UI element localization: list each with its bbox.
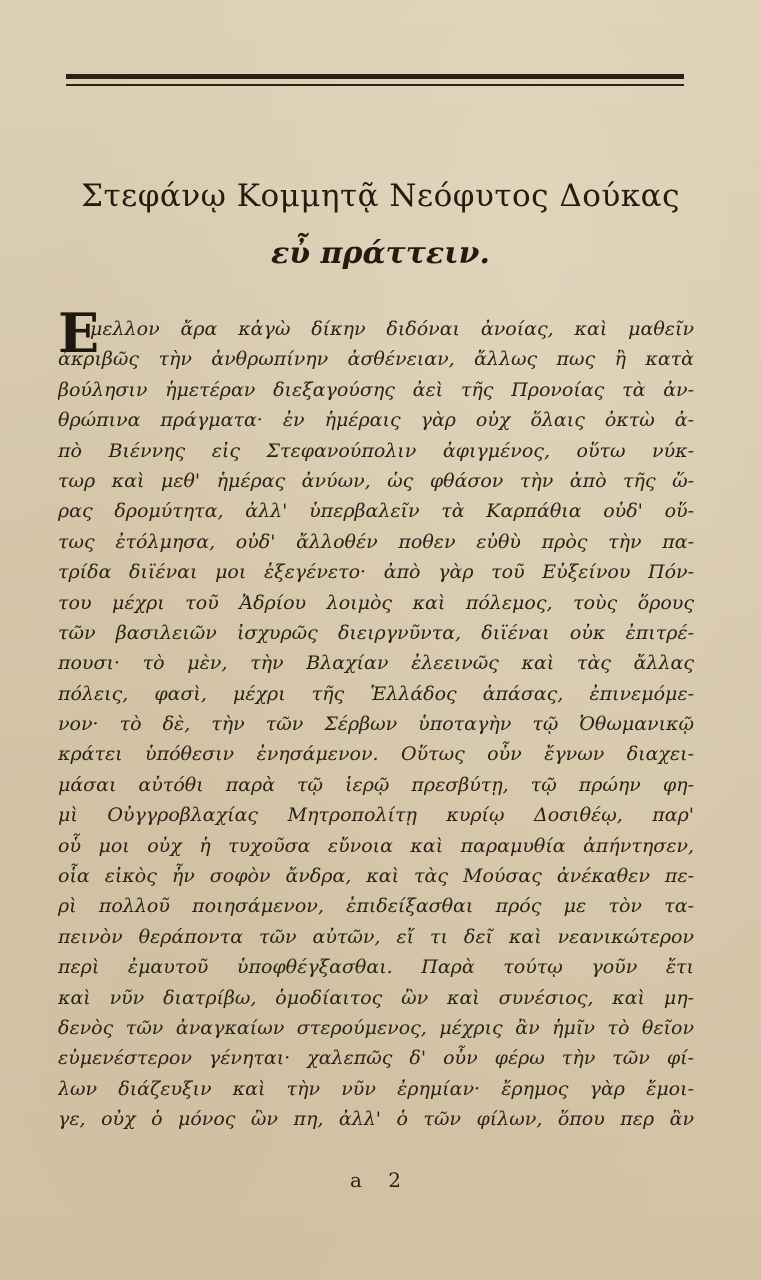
header-rule-thin — [66, 84, 684, 86]
text-line: πεινὸν θεράποντα τῶν αὐτῶν, εἴ τι δεῖ καὶ νεανικώτερον — [58, 925, 694, 948]
text-line: πουσι· τὸ μὲν, τὴν Βλαχίαν ἐλεεινῶς καὶ τὰς ἄλλας — [58, 652, 694, 675]
text-line: εὐμενέστερον γένηται· χαλεπῶς δ' οὖν φέρω τὴν τῶν φί- — [58, 1047, 694, 1070]
text-line: πόλεις, φασὶ, μέχρι τῆς Ἑλλάδος ἁπάσας, ἐπινεμόμε- — [58, 682, 694, 705]
text-line: ἀκριβῶς τὴν ἀνθρωπίνην ἀσθένειαν, ἄλλως πως ἢ κατὰ — [58, 348, 694, 371]
text-line: βούλησιν ἡμετέραν διεξαγούσης ἀεὶ τῆς Προνοίας τὰ ἀν- — [58, 378, 694, 401]
text-line: τῶν βασιλειῶν ἰσχυρῶς διειργνῦντα, διϊέναι οὐκ ἐπιτρέ- — [58, 621, 694, 644]
text-line: γε, οὐχ ὁ μόνος ὢν πη, ἀλλ' ὁ τῶν φίλων, ὅπου περ ἂν — [58, 1108, 694, 1131]
page-signature: a 2 — [349, 1168, 411, 1192]
text-line: τως ἐτόλμησα, οὐδ' ἄλλοθέν ποθεν εὐθὺ πρὸς τὴν πα- — [58, 530, 694, 553]
text-line: καὶ νῦν διατρίβω, ὁμοδίαιτος ὢν καὶ συνέσιος, καὶ μη- — [58, 986, 694, 1009]
letter-body — [58, 314, 694, 1135]
drop-cap: E — [58, 301, 100, 365]
text-line: οὗ μοι οὐχ ἡ τυχοῦσα εὔνοια καὶ παραμυθία ἀπήντησεν, — [58, 834, 694, 857]
text-line: μάσαι αὐτόθι παρὰ τῷ ἱερῷ πρεσβύτῃ, τῷ πρώην φη- — [58, 773, 694, 796]
text-line: ρὶ πολλοῦ ποιησάμενον, ἐπιδείξασθαι πρός με τὸν τα- — [58, 895, 694, 918]
text-line: θρώπινα πράγματα· ἐν ἡμέραις γὰρ οὐχ ὅλαις ὀκτὼ ἀ- — [58, 409, 694, 432]
text-line: μελλον ἄρα κἀγὼ δίκην διδόναι ἀνοίας, καὶ μαθεῖν — [90, 318, 694, 340]
text-line: του μέχρι τοῦ Ἀδρίου λοιμὸς καὶ πόλεμος, τοὺς ὅρους — [58, 591, 694, 614]
letter-heading: Στεφάνῳ Κομμητᾷ Νεόφυτος Δούκας — [81, 178, 680, 214]
text-line: περὶ ἐμαυτοῦ ὑποφθέγξασθαι. Παρὰ τούτῳ γοῦν ἔτι — [58, 956, 694, 979]
text-line: ρας δρομύτητα, ἀλλ' ὑπερβαλεῖν τὰ Καρπάθια οὐδ' οὕ- — [58, 500, 694, 523]
header-rule-thick — [66, 74, 684, 79]
text-line: νον· τὸ δὲ, τὴν τῶν Σέρβων ὑποταγὴν τῷ Ὀθωμανικῷ — [58, 713, 694, 736]
letter-salutation: εὖ πράττειν. — [271, 236, 490, 271]
text-line: τρίδα διϊέναι μοι ἐξεγένετο· ἀπὸ γὰρ τοῦ Εὐξείνου Πόν- — [58, 561, 694, 584]
text-line: οἷα εἰκὸς ἦν σοφὸν ἄνδρα, καὶ τὰς Μούσας ἀνέκαθεν πε- — [58, 865, 694, 888]
text-line: λων διάζευξιν καὶ τὴν νῦν ἐρημίαν· ἔρημος γὰρ ἔμοι- — [58, 1077, 694, 1100]
text-line: δενὸς τῶν ἀναγκαίων στερούμενος, μέχρις ἂν ἡμῖν τὸ θεῖον — [58, 1016, 694, 1039]
text-line: μὶ Οὐγγροβλαχίας Μητροπολίτῃ κυρίῳ Δοσιθέῳ, παρ' — [58, 804, 694, 827]
text-line: τωρ καὶ μεθ' ἡμέρας ἀνύων, ὡς φθάσον τὴν ἀπὸ τῆς ὥ- — [58, 469, 694, 492]
text-line: πὸ Βιέννης εἰς Στεφανούπολιν ἀφιγμένος, οὕτω νύκ- — [58, 439, 694, 462]
text-line: κράτει ὑπόθεσιν ἐνησάμενον. Οὕτως οὖν ἔγνων διαχει- — [58, 743, 694, 766]
